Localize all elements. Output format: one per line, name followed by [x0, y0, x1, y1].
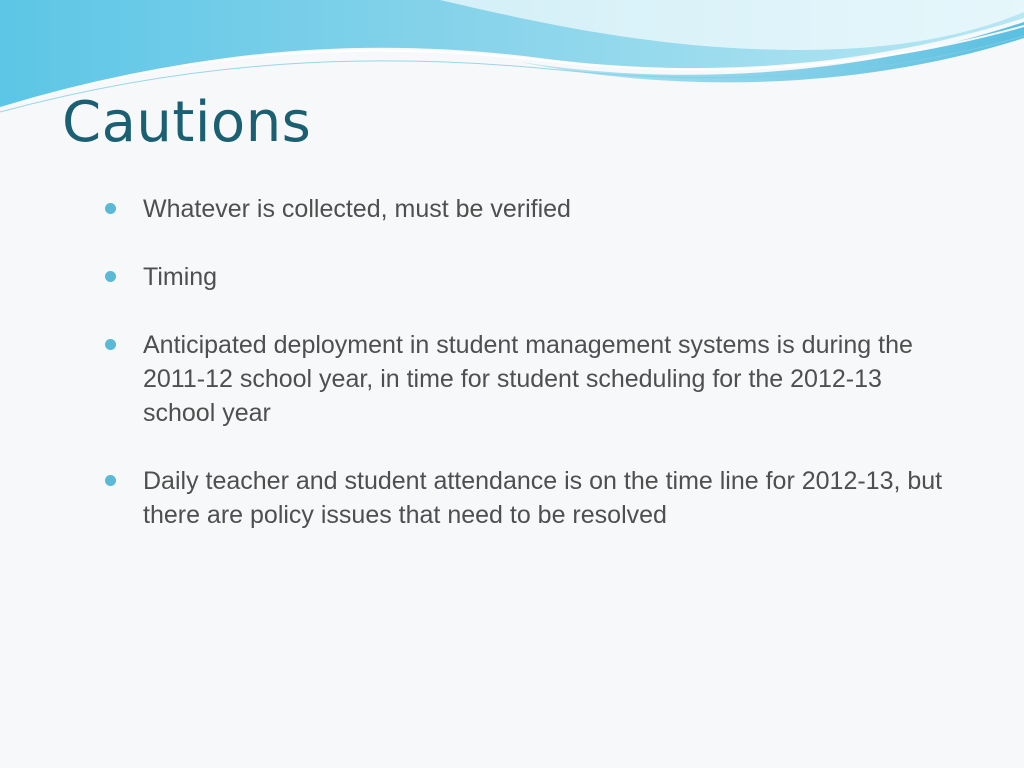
bullet-item — [104, 328, 944, 430]
bullet-dot-icon — [105, 475, 116, 486]
slide-title: Cautions — [62, 90, 312, 155]
bullet-item — [104, 192, 944, 226]
bullet-text: Timing — [143, 263, 218, 291]
bullet-dot-icon — [105, 271, 116, 282]
bullet-item — [104, 260, 944, 294]
bullet-list — [104, 192, 944, 566]
bullet-text: Whatever is collected, must be verified — [143, 195, 571, 223]
bullet-text: Daily teacher and student attendance is on the time line for 2012-13, but there are policy issues that need to be resolved — [143, 467, 943, 529]
bullet-text: Anticipated deployment in student management systems is during the 2011-12 school year, in time for student scheduling for the 2012-13 school year — [143, 331, 913, 427]
bullet-dot-icon — [105, 339, 116, 350]
bullet-item — [104, 464, 944, 532]
bullet-dot-icon — [105, 203, 116, 214]
